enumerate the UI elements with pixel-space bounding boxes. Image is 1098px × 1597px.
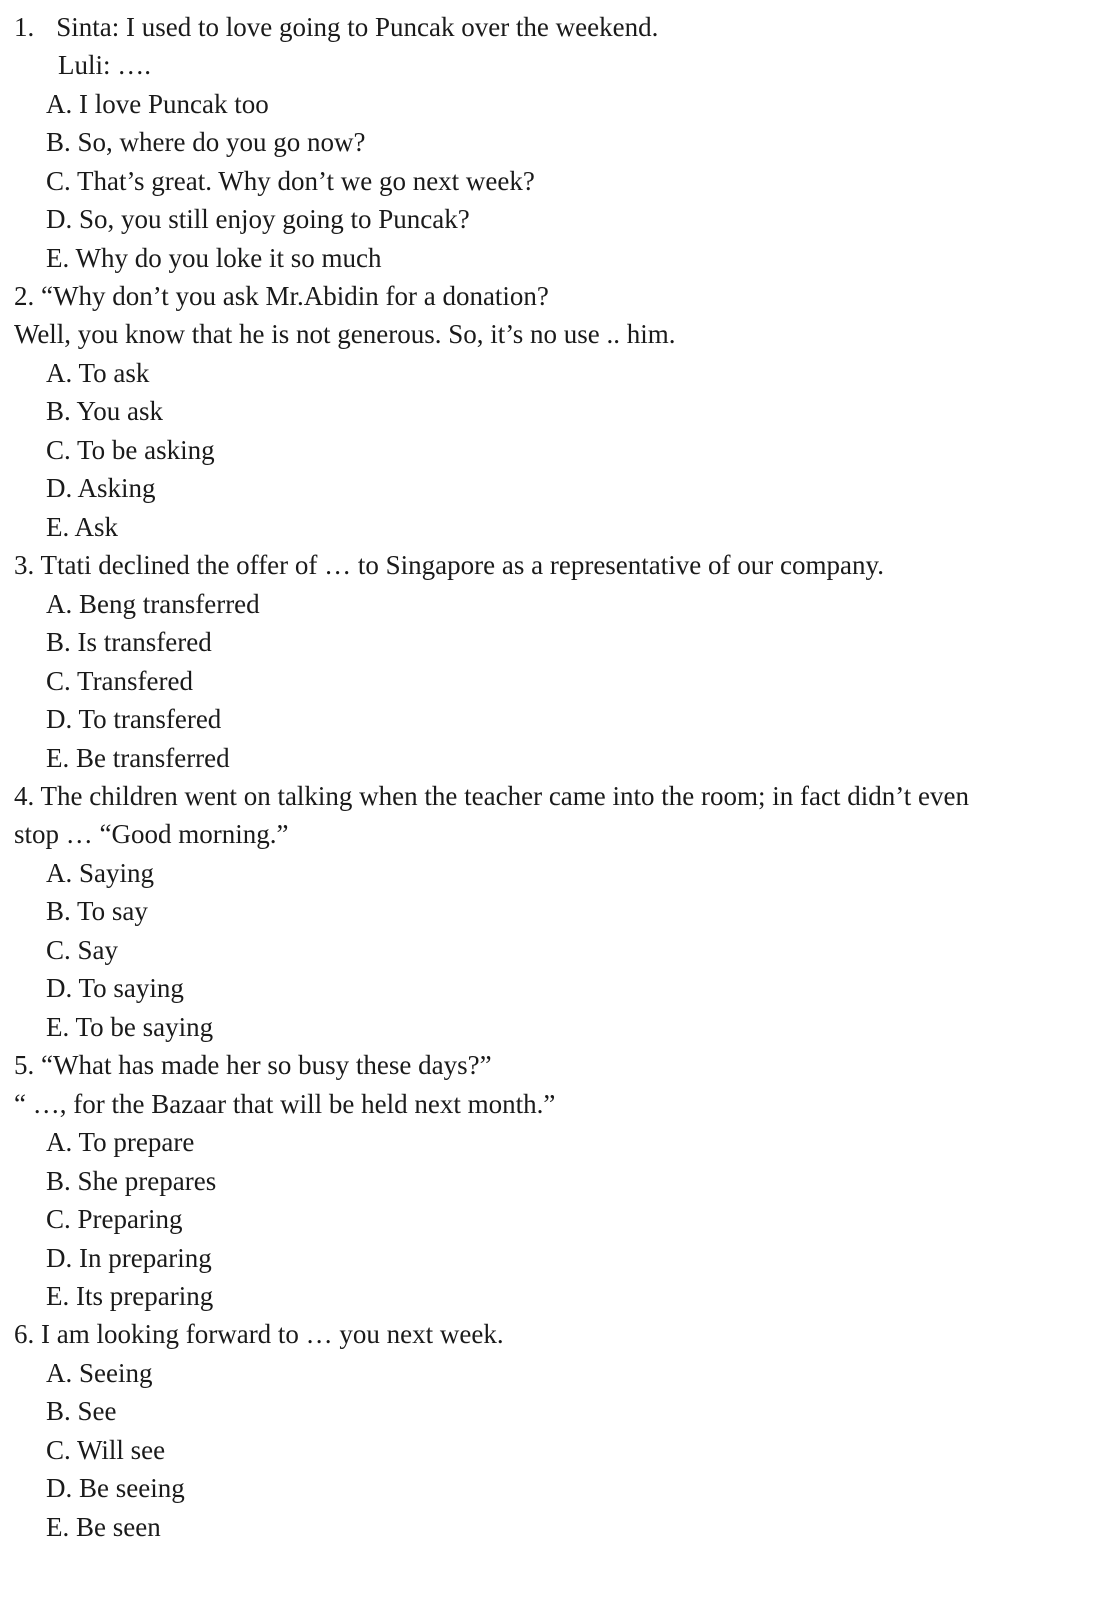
question-5-option-c: C. Preparing <box>46 1204 183 1234</box>
question-5-option-e: E. Its preparing <box>46 1281 214 1311</box>
question-6-option-c: C. Will see <box>46 1435 166 1465</box>
question-6-stem-line-1: 6. I am looking forward to … you next week. <box>14 1315 504 1353</box>
question-4-stem-line-1: 4. The children went on talking when the teacher came into the room; in fact didn’t even <box>14 777 969 815</box>
question-1-option-a: A. I love Puncak too <box>46 89 269 119</box>
question-1-option-e: E. Why do you loke it so much <box>46 243 382 273</box>
question-2-number: 2. <box>14 281 35 311</box>
question-4-number: 4. <box>14 781 35 811</box>
question-4-option-c: C. Say <box>46 935 119 965</box>
question-5-stem-line-2: “ …, for the Bazaar that will be held next month.” <box>14 1089 556 1119</box>
question-2-option-b: B. You ask <box>46 396 164 426</box>
question-2-option-c: C. To be asking <box>46 435 215 465</box>
question-5-stem-line-1: 5. “What has made her so busy these days?” <box>14 1046 492 1084</box>
question-4-option-d: D. To saying <box>46 973 184 1003</box>
question-5-number: 5. <box>14 1050 35 1080</box>
question-3-number: 3. <box>14 550 35 580</box>
question-3-option-a: A. Beng transferred <box>46 589 260 619</box>
question-3-option-d: D. To transfered <box>46 704 222 734</box>
question-2-option-d: D. Asking <box>46 473 156 503</box>
question-1-option-b: B. So, where do you go now? <box>46 127 366 157</box>
question-3-stem-line-1: 3. Ttati declined the offer of … to Singapore as a representative of our company. <box>14 546 884 584</box>
question-6-option-e: E. Be seen <box>46 1512 161 1542</box>
question-6-option-a: A. Seeing <box>46 1358 153 1388</box>
question-1-stem-line-2: Luli: …. <box>58 50 151 80</box>
question-3-option-e: E. Be transferred <box>46 743 230 773</box>
question-5-option-a: A. To prepare <box>46 1127 195 1157</box>
question-4-option-a: A. Saying <box>46 858 154 888</box>
question-2-option-e: E. Ask <box>46 512 119 542</box>
question-2-option-a: A. To ask <box>46 358 150 388</box>
question-5-option-b: B. She prepares <box>46 1166 217 1196</box>
question-4-option-e: E. To be saying <box>46 1012 214 1042</box>
question-1-option-c: C. That’s great. Why don’t we go next week? <box>46 166 535 196</box>
question-6-option-b: B. See <box>46 1396 117 1426</box>
question-1-number: 1. <box>14 12 35 42</box>
question-6-option-d: D. Be seeing <box>46 1473 185 1503</box>
question-2-stem-line-2: Well, you know that he is not generous. So, it’s no use .. him. <box>14 319 676 349</box>
question-4-stem-line-2: stop … “Good morning.” <box>14 819 289 849</box>
question-5-option-d: D. In preparing <box>46 1243 212 1273</box>
question-3-option-b: B. Is transfered <box>46 627 212 657</box>
question-6-number: 6. <box>14 1319 35 1349</box>
question-2-stem-line-1: 2. “Why don’t you ask Mr.Abidin for a donation? <box>14 277 549 315</box>
question-3-option-c: C. Transfered <box>46 666 193 696</box>
question-1-stem-line-1: 1. Sinta: I used to love going to Puncak over the weekend. <box>14 8 658 46</box>
question-4-option-b: B. To say <box>46 896 148 926</box>
question-1-option-d: D. So, you still enjoy going to Puncak? <box>46 204 470 234</box>
